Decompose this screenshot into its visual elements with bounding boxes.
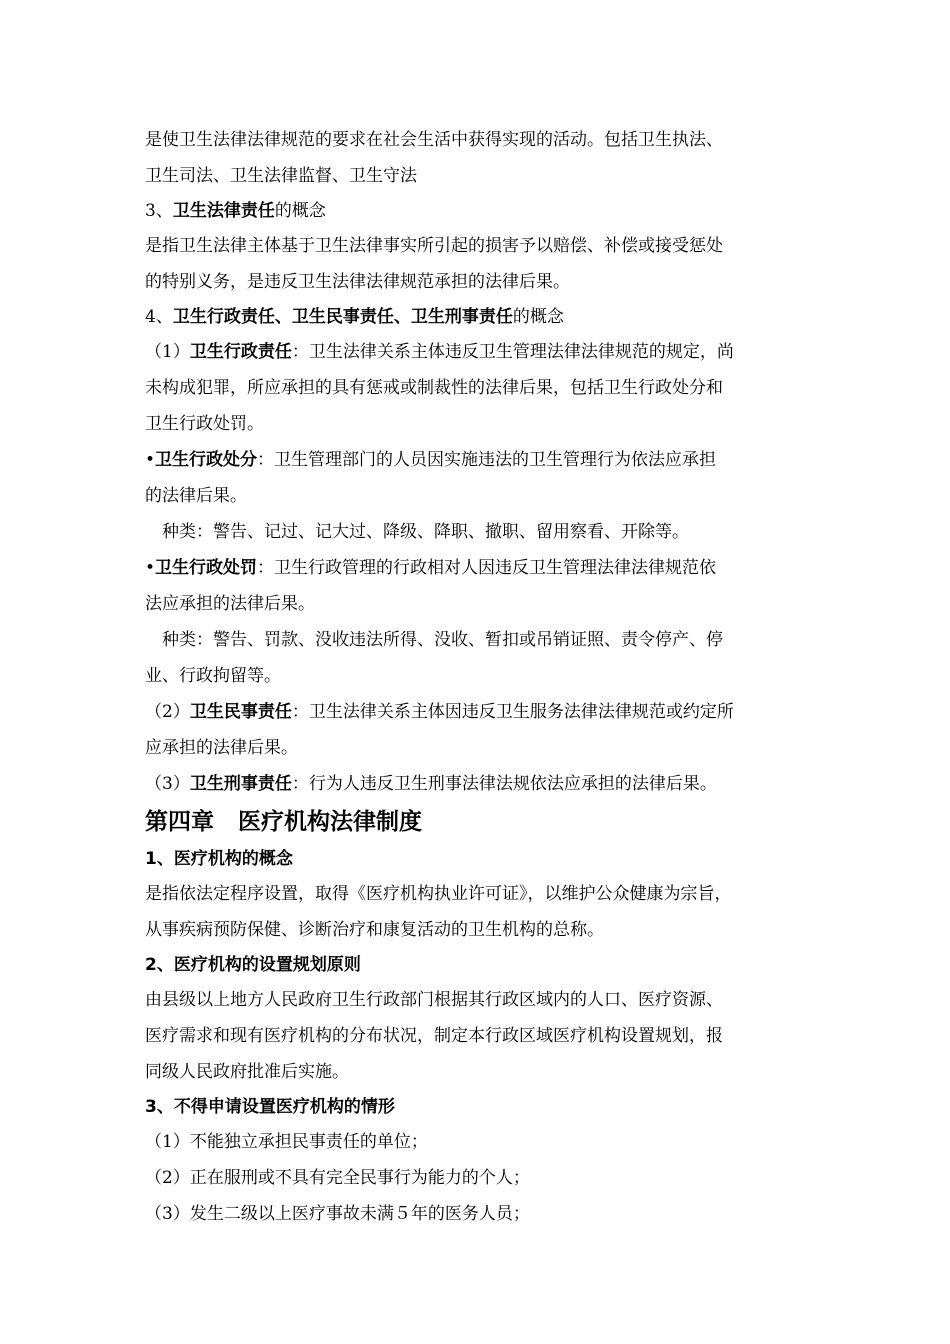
chapter-number: 第四章 <box>145 809 214 835</box>
text-span: ：卫生行政管理的行政相对人因违反卫生管理法律法律规范依 <box>257 558 717 578</box>
text-line: 的特别义务，是违反卫生法律法律规范承担的法律后果。 <box>145 272 570 292</box>
bold-term: 卫生行政处罚 <box>155 558 258 578</box>
text-line: 种类：警告、记过、记大过、降级、降职、撤职、留用察看、开除等。 <box>162 522 689 542</box>
item-number: 4、 <box>145 307 173 327</box>
chapter-title <box>145 802 825 842</box>
text-line: 法应承担的法律后果。 <box>145 594 315 614</box>
item-number: 3、 <box>145 201 173 221</box>
text-span: ：卫生法律关系主体因违反卫生服务法律法律规范或约定所 <box>291 702 734 722</box>
text-line: 未构成犯罪，所应承担的具有惩戒或制裁性的法律后果，包括卫生行政处分和 <box>145 378 723 398</box>
section-heading: 1、医疗机构的概念 <box>145 849 293 869</box>
text-span: ：行为人违反卫生刑事法律法规依法应承担的法律后果。 <box>291 774 717 794</box>
text-span: ：卫生管理部门的人员因实施违法的卫生管理行为依法应承担 <box>257 450 717 470</box>
list-item: （2）正在服刑或不具有完全民事行为能力的个人； <box>145 1168 530 1188</box>
subheading-responsibility-types <box>145 300 825 334</box>
text-span: ：卫生法律关系主体违反卫生管理法律法律规范的规定，尚 <box>291 342 734 362</box>
bold-term: 卫生刑事责任 <box>189 774 292 794</box>
bullet-icon: • <box>145 558 156 578</box>
text-line: 是指卫生法律主体基于卫生法律事实所引起的损害予以赔偿、补偿或接受惩处 <box>145 236 723 256</box>
text-line: 卫生司法、卫生法律监督、卫生守法 <box>145 166 417 186</box>
text-line: 业、行政拘留等。 <box>145 666 281 686</box>
text-line-criminal <box>145 766 825 802</box>
bold-term: 卫生行政责任 <box>189 342 292 362</box>
subheading-legal-responsibility <box>145 194 825 228</box>
chapter-name: 医疗机构法律制度 <box>238 809 422 835</box>
bold-term: 卫生民事责任 <box>189 702 292 722</box>
text-line: 医疗需求和现有医疗机构的分布状况，制定本行政区域医疗机构设置规划，报 <box>145 1026 723 1046</box>
text-line: 同级人民政府批准后实施。 <box>145 1062 349 1082</box>
bullet-icon: • <box>145 450 156 470</box>
bullet-line <box>145 550 825 586</box>
bold-term: 卫生行政责任、卫生民事责任、卫生刑事责任 <box>172 307 513 327</box>
text-line: 卫生行政处罚。 <box>145 414 264 434</box>
text-span: 的概念 <box>274 201 326 221</box>
text-line: 从事疾病预防保健、诊断治疗和康复活动的卫生机构的总称。 <box>145 920 604 940</box>
text-line: 是指依法定程序设置，取得《医疗机构执业许可证》，以维护公众健康为宗旨， <box>145 884 732 904</box>
item-number: （3） <box>145 774 190 794</box>
bold-term: 卫生法律责任 <box>172 201 275 221</box>
text-line: 由县级以上地方人民政府卫生行政部门根据其行政区域内的人口、医疗资源、 <box>145 990 723 1010</box>
text-line: 的法律后果。 <box>145 486 247 506</box>
item-number: （2） <box>145 702 190 722</box>
bold-term: 卫生行政处分 <box>155 450 258 470</box>
section-heading: 3、不得申请设置医疗机构的情形 <box>145 1097 395 1117</box>
item-number: （1） <box>145 342 190 362</box>
list-item: （1）不能独立承担民事责任的单位； <box>145 1132 428 1152</box>
bullet-line <box>145 442 825 478</box>
text-line-administrative <box>145 334 825 370</box>
text-line: 是使卫生法律法律规范的要求在社会生活中获得实现的活动。包括卫生执法、 <box>145 130 723 150</box>
text-line: 种类：警告、罚款、没收违法所得、没收、暂扣或吊销证照、责令停产、停 <box>162 630 723 650</box>
text-line: 应承担的法律后果。 <box>145 738 298 758</box>
text-span: 的概念 <box>512 307 564 327</box>
text-line-civil <box>145 694 825 730</box>
list-item: （3）发生二级以上医疗事故未满５年的医务人员； <box>145 1204 530 1224</box>
section-heading: 2、医疗机构的设置规划原则 <box>145 955 361 975</box>
document-page <box>145 122 825 1232</box>
